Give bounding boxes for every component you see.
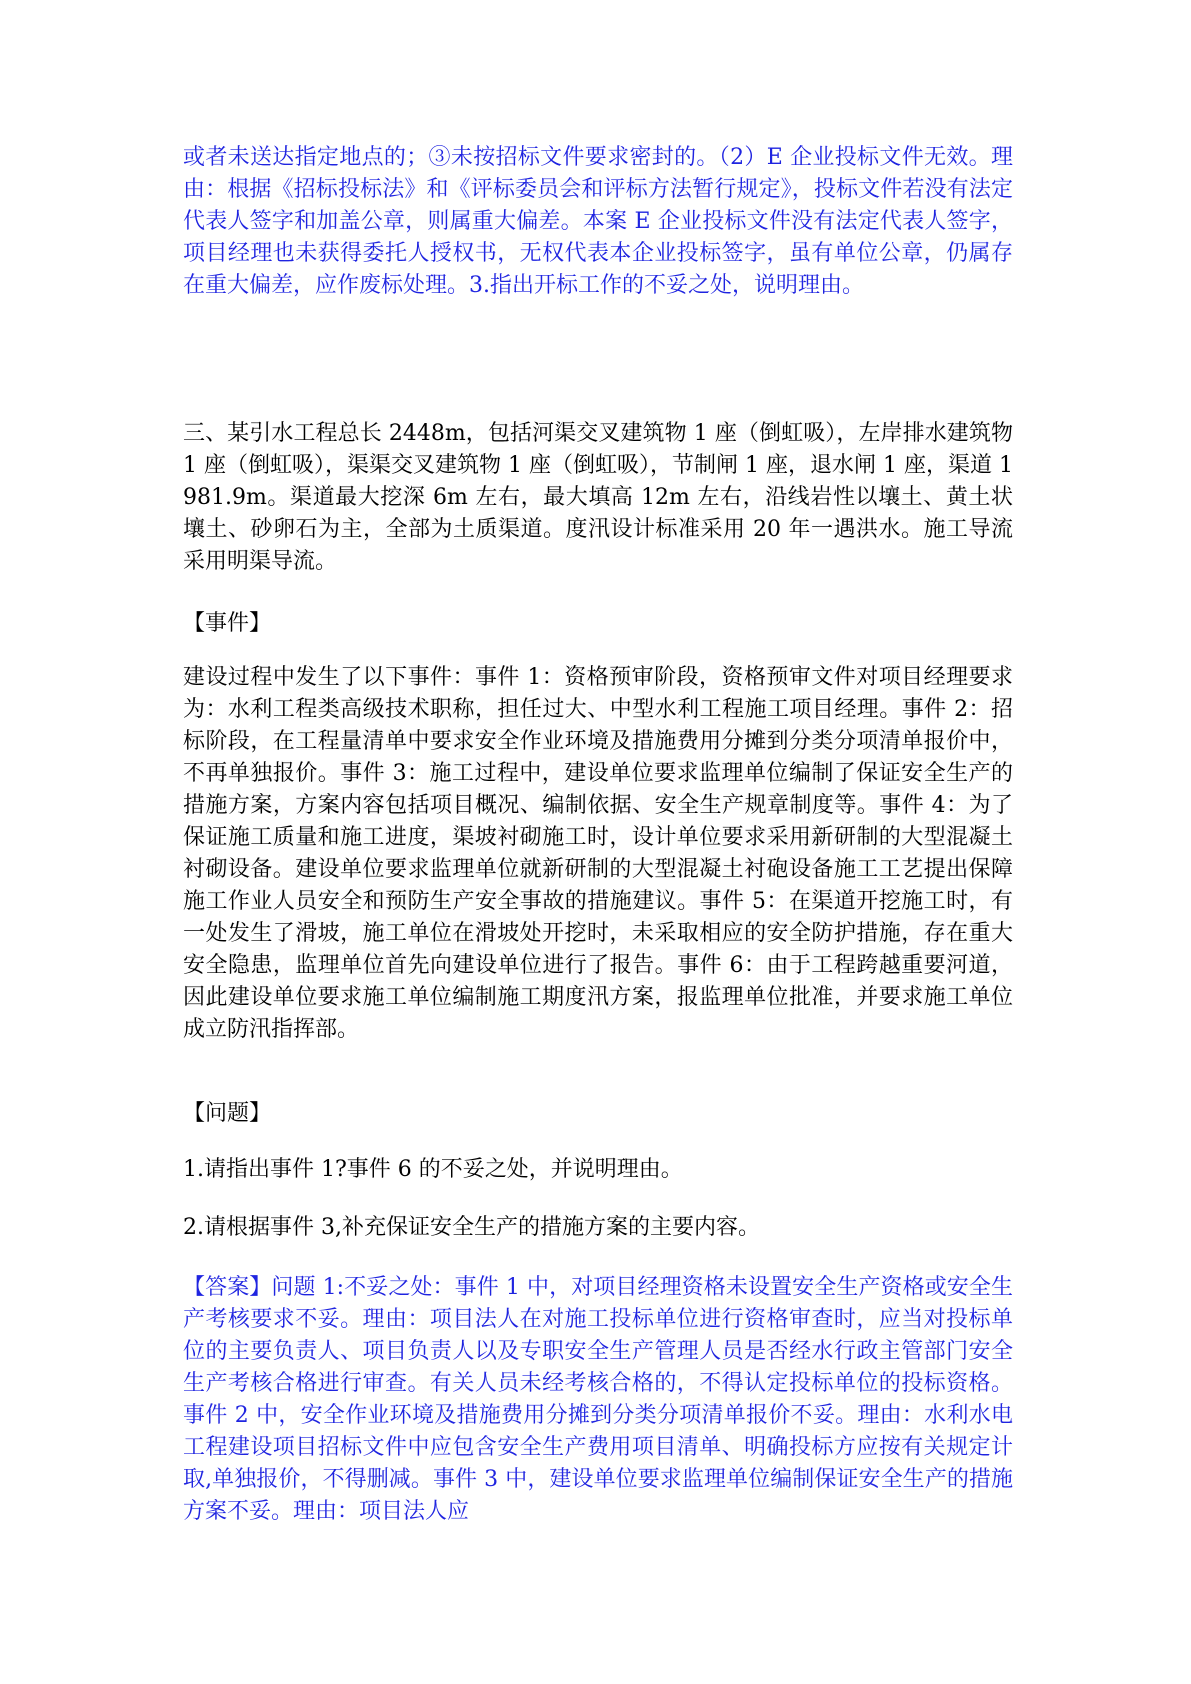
answer-continuation-paragraph: 或者未送达指定地点的；③未按招标文件要求密封的。（2）E 企业投标文件无效。理由：根据《招标投标法》和《评标委员会和评标方法暂行规定》，投标文件若没有法定代表人签字和加盖公章，则属重大偏差。本案 E 企业投标文件没有法定代表人签字，项目经理也未获得委托人授权书，无权代表本企业投标签字，虽有单位公章，仍属存在重大偏差，应作废标处理。3.指出开标工作的不妥之处，说明理由。 [183,145,1013,298]
case-description-paragraph: 三、某引水工程总长 2448m，包括河渠交叉建筑物 1 座（倒虹吸），左岸排水建筑物 1 座（倒虹吸），渠渠交叉建筑物 1 座（倒虹吸），节制闸 1 座，退水闸 1 座，渠道 1981.9m。渠道最大挖深 6m 左右，最大填高 12m 左右，沿线岩性以壤土、黄土状壤土、砂卵石为主，全部为土质渠道。度汛设计标准采用 20 年一遇洪水。施工导流采用明渠导流。 [183,421,1013,574]
question-2: 2.请根据事件 3,补充保证安全生产的措施方案的主要内容。 [183,1215,760,1240]
question-heading: 【问题】 [183,1101,272,1126]
answer-label: 【答案】 [183,1275,272,1300]
events-paragraph: 建设过程中发生了以下事件：事件 1：资格预审阶段，资格预审文件对项目经理要求为：水利工程类高级技术职称，担任过大、中型水利工程施工项目经理。事件 2：招标阶段，在工程量清单中要求安全作业环境及措施费用分摊到分类分项清单报价中，不再单独报价。事件 3：施工过程中，建设单位要求监理单位编制了保证安全生产的措施方案，方案内容包括项目概况、编制依据、安全生产规章制度等。事件 4：为了保证施工质量和施工进度，渠坡衬砌施工时，设计单位要求采用新研制的大型混凝土衬砌设备。建设单位要求监理单位就新研制的大型混凝土衬砲设备施工工艺提出保障施工作业人员安全和预防生产安全事故的措施建议。事件 5：在渠道开挖施工时，有一处发生了滑坡，施工单位在滑坡处开挖时，未采取相应的安全防护措施，存在重大安全隐患，监理单位首先向建设单位进行了报告。事件 6：由于工程跨越重要河道，因此建设单位要求施工单位编制施工期度汛方案，报监理单位批准，并要求施工单位成立防汛指挥部。 [183,665,1013,1042]
event-heading: 【事件】 [183,611,272,636]
question-1: 1.请指出事件 1?事件 6 的不妥之处，并说明理由。 [183,1157,683,1182]
answer-text: 问题 1:不妥之处：事件 1 中，对项目经理资格未设置安全生产资格或安全生产考核要求不妥。理由：项目法人在对施工投标单位进行资格审查时，应当对投标单位的主要负责人、项目负责人以及专职安全生产管理人员是否经水行政主管部门安全生产考核合格进行审查。有关人员未经考核合格的，不得认定投标单位的投标资格。事件 2 中，安全作业环境及措施费用分摊到分类分项清单报价不妥。理由：水利水电工程建设项目招标文件中应包含安全生产费用项目清单、明确投标方应按有关规定计取,单独报价，不得删减。事件 3 中，建设单位要求监理单位编制保证安全生产的措施方案不妥。理由：项目法人应 [183,1275,1013,1524]
answer-paragraph [183,1272,1013,1528]
